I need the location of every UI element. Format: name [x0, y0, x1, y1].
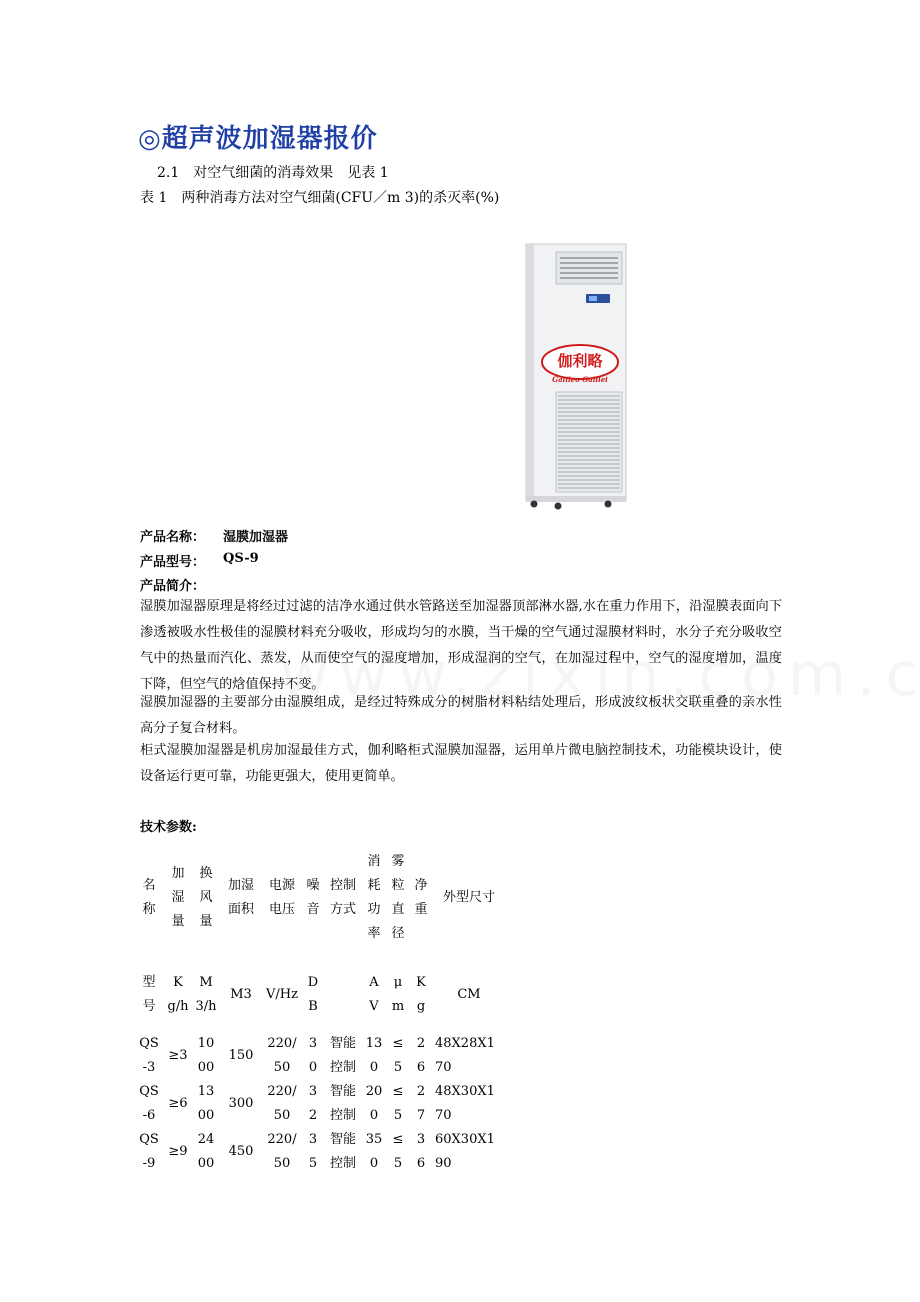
table-cell: 48X28X170	[435, 1036, 495, 1075]
table-cell: ≤5	[392, 1036, 404, 1075]
table-cell: 150	[228, 1048, 254, 1063]
table-row	[134, 1128, 506, 1176]
logo-text: 伽利略	[557, 352, 603, 370]
table-cell: 220/50	[267, 1084, 297, 1123]
table-cell: ≥9	[168, 1144, 188, 1159]
table-cell: 200	[365, 1084, 383, 1123]
table-cell: QS-3	[139, 1036, 159, 1075]
logo-subtext: Galileo Galilei	[552, 375, 608, 384]
table-header-cell: 加湿量	[171, 866, 185, 929]
table-cell: ≥6	[168, 1096, 188, 1111]
table-cell: 300	[228, 1096, 254, 1111]
table-cell: 智能控制	[329, 1084, 356, 1123]
spec-table	[134, 838, 506, 1176]
table-cell: 1300	[197, 1084, 215, 1123]
table-cell: 130	[365, 1036, 383, 1075]
table-cell: 32	[308, 1084, 318, 1123]
page-heading: ◎超声波加湿器报价	[138, 124, 378, 154]
table-cell: 48X30X170	[435, 1084, 495, 1123]
table-cell: 27	[416, 1084, 426, 1123]
table-header-cell: 换风量	[199, 866, 213, 929]
table-cell	[324, 958, 362, 1032]
table-cell: 26	[416, 1036, 426, 1075]
intro-paragraph-3: 柜式湿膜加湿器是机房加湿最佳方式，伽利略柜式湿膜加湿器，运用单片微电脑控制技术，功能模块设计，使设备运行更可靠，功能更强大，使用更简单。	[140, 743, 782, 784]
table-header-cell: 噪音	[306, 878, 320, 917]
table-cell: QS-9	[139, 1132, 159, 1171]
table-cell: ≤5	[392, 1132, 404, 1171]
table-cell: 35	[308, 1132, 318, 1171]
product-intro-label: 产品简介：	[140, 579, 206, 594]
table-cell: AV	[369, 975, 379, 1014]
table-cell: 450	[228, 1144, 254, 1159]
table-cell: 智能控制	[329, 1132, 356, 1171]
table-cell: 型号	[142, 975, 156, 1014]
table-cell: 36	[416, 1132, 426, 1171]
table-row	[134, 1080, 506, 1128]
table-header-cell: 加湿面积	[227, 878, 254, 917]
tech-params-label: 技术参数:	[140, 820, 197, 835]
table-cell: 350	[365, 1132, 383, 1171]
table-cell: 智能控制	[329, 1036, 356, 1075]
table-cell: 1000	[197, 1036, 215, 1075]
humidifier-product-image	[518, 240, 636, 512]
table-header-cell: 名称	[142, 878, 156, 917]
table-cell: 2400	[197, 1132, 215, 1171]
table-header-cell: 外型尺寸	[442, 890, 495, 905]
table-units-row	[134, 958, 506, 1032]
table-cell: CM	[457, 987, 481, 1002]
table-cell: ≤5	[392, 1084, 404, 1123]
intro-paragraph-2: 湿膜加湿器的主要部分由湿膜组成，是经过特殊成分的树脂材料粘结处理后，形成波纹板状交联重叠的亲水性高分子复合材料。	[140, 695, 782, 736]
product-model-value: QS-9	[223, 551, 259, 566]
table-header-row	[134, 838, 506, 958]
table-cell: M3	[230, 987, 252, 1002]
product-model-label: 产品型号：	[140, 555, 206, 570]
intro-paragraph-1: 湿膜加湿器原理是将经过过滤的洁净水通过供水管路送至加湿器顶部淋水器,水在重力作用下，沿湿膜表面向下渗透被吸水性极佳的湿膜材料充分吸收，形成均匀的水膜，当干燥的空气通过湿膜材料时，水分子充分吸收空气中的热量而汽化、蒸发，从而使空气的湿度增加，形成湿润的空气，在加湿过程中，空气的湿度增加，温度下降，但空气的焓值保持不变。	[140, 599, 782, 692]
section-line: 2.1 对空气细菌的消毒效果 见表 1	[157, 165, 389, 181]
table-cell: Kg/h	[167, 975, 189, 1014]
table-cell: DB	[307, 975, 319, 1014]
table-header-cell: 电源电压	[268, 878, 295, 917]
table-cell: Kg	[416, 975, 426, 1014]
table-cell: ≥3	[168, 1048, 188, 1063]
table-header-cell: 净重	[414, 878, 428, 917]
table-header-cell: 控制方式	[329, 878, 356, 917]
table-cell: M3/h	[195, 975, 217, 1014]
table-header-cell: 雾粒直径	[391, 854, 405, 941]
table-caption: 表 1 两种消毒方法对空气细菌(CFU／m 3)的杀灭率(%)	[140, 190, 500, 206]
product-name-label: 产品名称：	[140, 530, 206, 545]
table-header-cell: 消耗功率	[367, 854, 381, 941]
table-cell: QS-6	[139, 1084, 159, 1123]
table-cell: 30	[308, 1036, 318, 1075]
table-row	[134, 1032, 506, 1080]
table-cell: 220/50	[267, 1132, 297, 1171]
table-cell: 60X30X190	[435, 1132, 495, 1171]
table-cell: μm	[391, 975, 405, 1014]
table-cell: 220/50	[267, 1036, 297, 1075]
product-name-value: 湿膜加湿器	[223, 530, 289, 545]
table-cell: V/Hz	[266, 987, 298, 1002]
